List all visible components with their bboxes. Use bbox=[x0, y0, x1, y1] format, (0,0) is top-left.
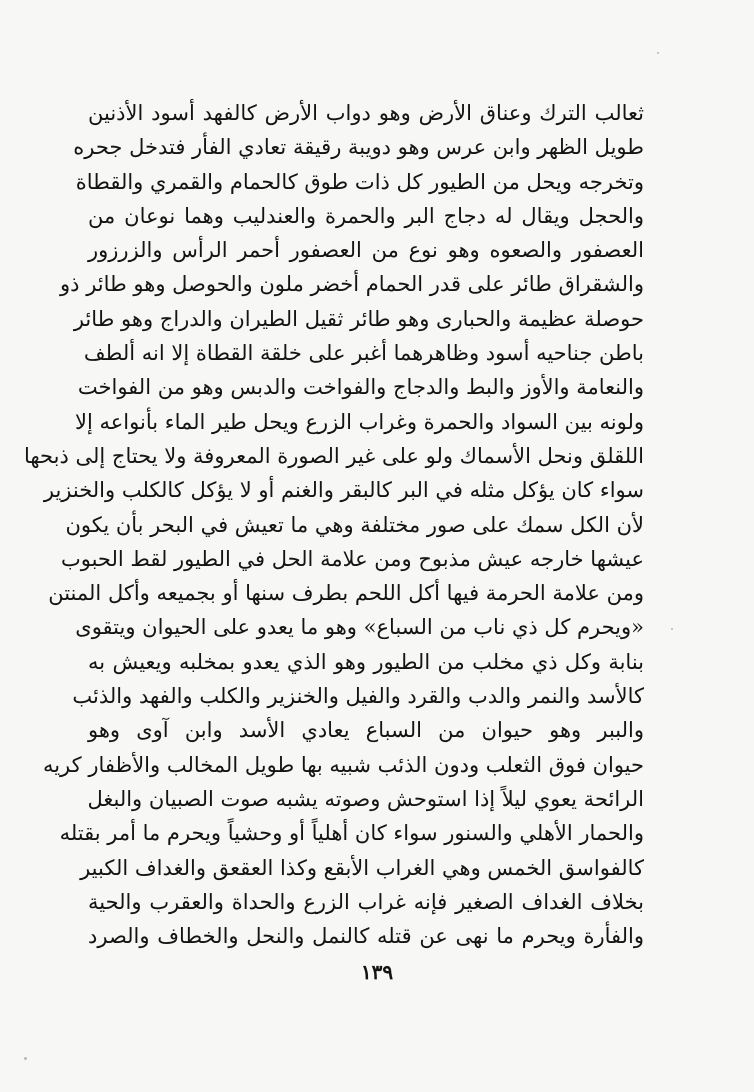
text-line: لأن الكل سمك على صور مختلفة وهي ما تعيش في البحر بأن يكون bbox=[65, 512, 644, 537]
text-line: العصفور والصعوه وهو نوع من العصفور أحمر الرأس والزرزور bbox=[88, 238, 644, 263]
text-line: بخلاف الغداف الصغير فإنه غراب الزرع والحداة والعقرب والحية bbox=[88, 889, 644, 914]
scan-speck bbox=[671, 628, 673, 630]
scan-speck bbox=[657, 52, 659, 54]
text-line: اللقلق ونحل الأسماك ولو على غير الصورة المعروفة ولا يحتاج إلى ذبحها bbox=[23, 443, 644, 468]
text-line: والحمار الأهلي والسنور سواء كان أهلياً أو وحشياً ويحرم ما أمر بقتله bbox=[59, 821, 644, 846]
scan-speck bbox=[24, 1057, 27, 1060]
text-line: والحجل ويقال له دجاج البر والحمرة والعندليب وهما نوعان من bbox=[88, 203, 644, 228]
text-line: طويل الظهر وابن عرس وهو دويبة رقيقة تعادي الفأر فتدخل جحره bbox=[73, 135, 644, 160]
text-line: ولونه بين السواد والحمرة وغراب الزرع ويحل طير الماء بأنواعه إلا bbox=[75, 409, 644, 434]
text-line: «ويحرم كل ذي ناب من السباع» وهو ما يعدو على الحيوان ويتقوى bbox=[75, 615, 644, 640]
body-text bbox=[23, 96, 644, 953]
text-line: حيوان فوق الثعلب ودون الذئب شبيه بها طويل المخالب والأظفار كريه bbox=[42, 752, 644, 777]
text-line: ثعالب الترك وعناق الأرض وهو دواب الأرض كالفهد أسود الأذنين bbox=[88, 101, 644, 125]
text-line: والفأرة ويحرم ما نهى عن قتله كالنمل والنحل والخطاف والصرد bbox=[88, 924, 644, 949]
text-line: الرائحة يعوي ليلاً إذا استوحش وصوته يشبه صوت الصبيان والبغل bbox=[87, 786, 644, 811]
page-number: ١٣٩ bbox=[360, 960, 394, 984]
text-line: بنابة وكل ذي مخلب من الطيور وهو الذي يعدو بمخلبه ويعيش به bbox=[88, 649, 644, 674]
text-line: سواء كان يؤكل مثله في البر كالبقر والغنم أو لا يؤكل كالكلب والخنزير bbox=[43, 478, 644, 503]
text-line: والنعامة والأوز والبط والدجاج والفواخت والدبس وهو من الفواخت bbox=[77, 375, 644, 400]
text-line: عيشها خارجه عيش مذبوح ومن علامة الحل في الطيور لقط الحبوب bbox=[60, 546, 644, 571]
text-line: حوصلة عظيمة والحبارى وهو طائر ثقيل الطيران والدراج وهو طائر bbox=[73, 306, 644, 331]
text-line: باطن جناحيه أسود وظاهرهما أغبر على خلقة القطاة إلا انه ألطف bbox=[83, 341, 644, 366]
text-line: كالفواسق الخمس وهي الغراب الأبقع وكذا العقعق والغداف الكبير bbox=[80, 855, 644, 880]
text-line: وتخرجه ويحل من الطيور كل ذات طوق كالحمام والقمري والقطاة bbox=[75, 169, 644, 194]
text-line: والشقراق طائر على قدر الحمام أخضر ملون والحوصل وهو طائر ذو bbox=[60, 272, 644, 297]
text-line: والببر وهو حيوان من السباع يعادي الأسد وابن آوى وهو bbox=[88, 718, 644, 743]
text-line: كالأسد والنمر والدب والقرد والفيل والخنزير والكلب والفهد والذئب bbox=[72, 684, 644, 709]
text-line: ومن علامة الحرمة فيها أكل اللحم بطرف سنها أو بجميعه وأكل المنتن bbox=[48, 581, 644, 606]
